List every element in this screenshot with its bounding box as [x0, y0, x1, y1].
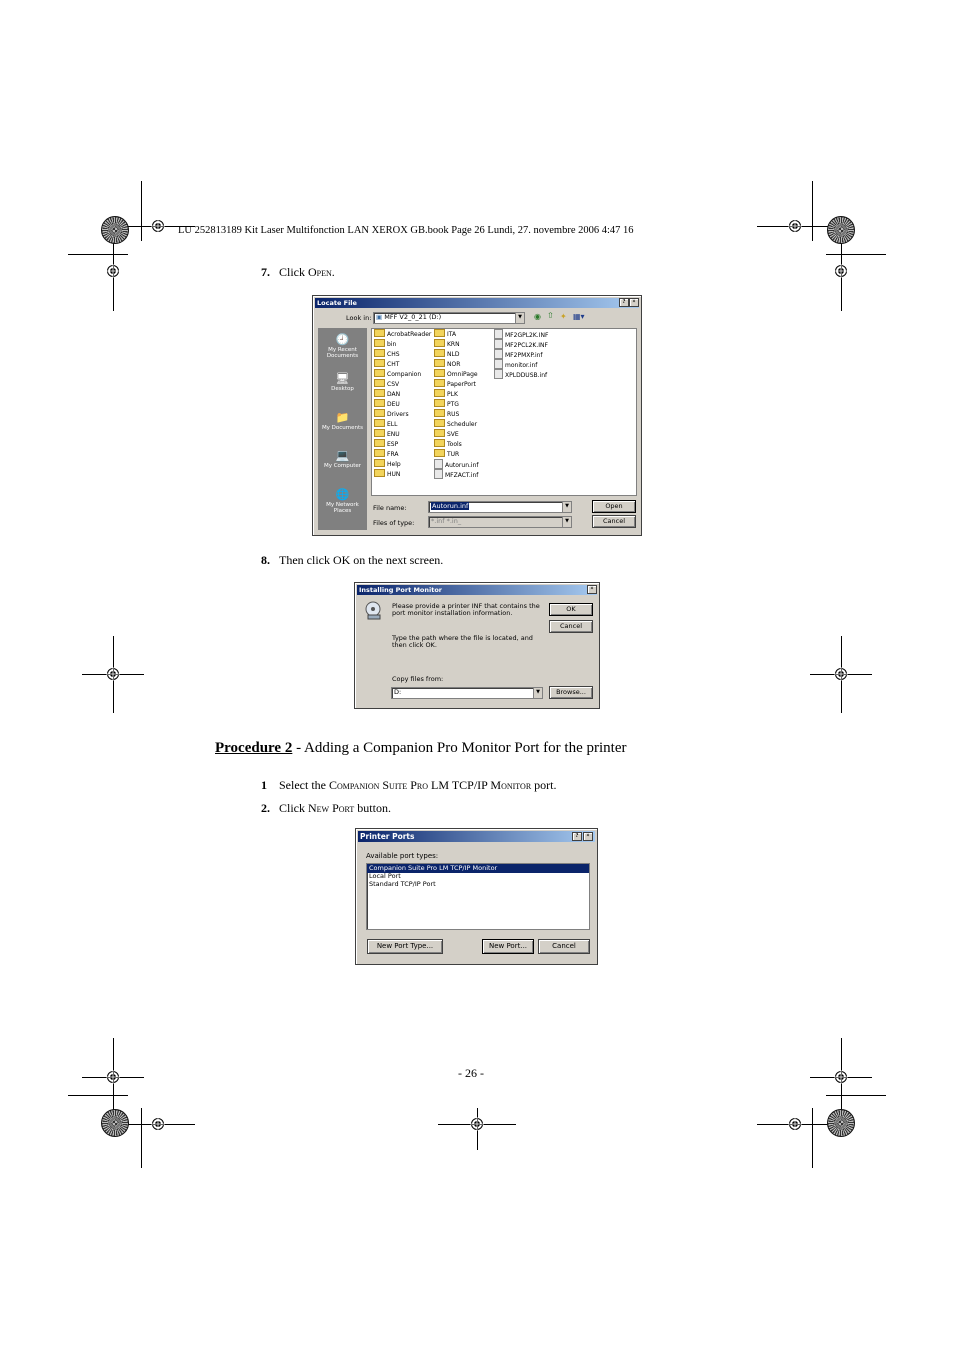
file-name: CHS — [387, 351, 400, 358]
inf-file-icon — [494, 349, 503, 359]
step-keyword: Companion Suite Pro — [328, 778, 429, 792]
list-item[interactable]: Standard TCP/IP Port — [369, 880, 436, 888]
folder-icon — [434, 369, 445, 377]
files-of-type-label: Files of type: — [373, 519, 415, 527]
look-in-dropdown[interactable] — [373, 312, 525, 324]
file-name-label: File name: — [373, 504, 407, 512]
folder-icon — [374, 329, 385, 337]
file-name: AcrobatReader — [387, 331, 432, 338]
folder-icon — [374, 399, 385, 407]
my-computer-icon: 💻 — [335, 449, 350, 462]
registration-mark-icon — [788, 1117, 802, 1131]
drive-icon: ▣ — [376, 313, 383, 321]
registration-mark-icon — [106, 667, 120, 681]
close-button[interactable]: × — [587, 585, 597, 594]
folder-icon — [374, 439, 385, 447]
file-name: OmniPage — [447, 371, 478, 378]
folder-icon — [434, 349, 445, 357]
file-name: MF2PCL2K.INF — [505, 342, 548, 349]
step-text: Click — [279, 801, 308, 815]
place-label: My Recent Documents — [326, 347, 359, 359]
up-folder-icon[interactable]: ⇧ — [547, 311, 554, 320]
file-name: Companion — [387, 371, 422, 378]
look-in-label: Look in: — [346, 314, 372, 322]
step-1 — [261, 778, 557, 793]
file-list[interactable] — [371, 328, 637, 496]
folder-icon — [434, 339, 445, 347]
file-name: CHT — [387, 361, 400, 368]
file-name: Autorun.inf — [445, 462, 479, 469]
folder-icon — [434, 379, 445, 387]
port-types-list[interactable] — [366, 863, 590, 930]
chevron-down-icon: ▼ — [515, 313, 524, 323]
folder-icon — [374, 389, 385, 397]
step-7 — [261, 265, 335, 280]
desktop-icon: 🖥 — [335, 372, 350, 385]
chevron-down-icon: ▼ — [562, 517, 571, 527]
inf-file-icon — [494, 369, 503, 379]
place-label: My Documents — [321, 425, 364, 431]
inf-file-icon — [494, 359, 503, 369]
file-name: MFZACT.inf — [445, 472, 479, 479]
copy-files-input[interactable] — [391, 687, 543, 699]
files-of-type-value: *.inf *.in_ — [431, 517, 462, 525]
folder-icon — [374, 369, 385, 377]
install-disk-icon — [364, 601, 382, 621]
close-button[interactable]: × — [583, 832, 593, 841]
page-number: - 26 - — [458, 1066, 484, 1080]
list-item[interactable]: Local Port — [369, 872, 401, 880]
copy-files-value: D: — [394, 688, 402, 696]
cancel-button[interactable]: Cancel — [538, 939, 590, 954]
file-name-value: Autorun.inf — [432, 502, 469, 510]
file-name-input[interactable] — [428, 501, 572, 513]
folder-icon — [374, 379, 385, 387]
file-name: Drivers — [387, 411, 409, 418]
folder-icon — [374, 449, 385, 457]
folder-icon — [374, 409, 385, 417]
inf-file-icon — [434, 459, 443, 469]
files-of-type-dropdown[interactable] — [428, 516, 572, 528]
folder-icon — [434, 359, 445, 367]
copy-files-label: Copy files from: — [392, 675, 444, 683]
page-header: LU 252813189 Kit Laser Multifonction LAN XEROX GB.book Page 26 Lundi, 27. novembre 2006 4:47 16 — [178, 225, 634, 236]
inf-file-icon — [494, 339, 503, 349]
color-calibration-disc-icon — [101, 1109, 129, 1137]
places-bar — [318, 328, 367, 530]
place-recent-documents[interactable] — [318, 333, 367, 359]
folder-icon — [434, 439, 445, 447]
registration-mark-icon — [151, 219, 165, 233]
file-name: TUR — [447, 451, 460, 458]
folder-icon — [374, 459, 385, 467]
folder-icon — [374, 359, 385, 367]
step-number: 2. — [261, 801, 270, 815]
my-documents-icon: 📁 — [335, 411, 350, 424]
procedure-link[interactable]: Procedure 2 — [215, 740, 293, 756]
step-number: 1 — [261, 778, 267, 792]
file-name: CSV — [387, 381, 400, 388]
registration-mark-icon — [834, 667, 848, 681]
folder-icon — [434, 399, 445, 407]
place-my-documents[interactable] — [318, 411, 367, 431]
file-name: HUN — [387, 471, 401, 478]
crop-line — [141, 181, 142, 241]
file-name: ITA — [447, 331, 457, 338]
browse-button[interactable]: Browse... — [549, 686, 593, 699]
registration-mark-icon — [470, 1117, 484, 1131]
network-places-icon: 🌐 — [335, 488, 350, 501]
file-name: DAN — [387, 391, 401, 398]
registration-mark-icon — [788, 219, 802, 233]
file-name: ESP — [387, 441, 399, 448]
step-2 — [261, 801, 391, 816]
step-text: Then click OK on the next screen. — [279, 553, 444, 567]
step-keyword: Open — [308, 265, 332, 279]
procedure-title: - Adding a Companion Pro Monitor Port for the printer — [292, 740, 627, 756]
step-text: Click — [279, 265, 308, 279]
new-folder-icon[interactable]: ✦ — [560, 312, 567, 321]
place-my-computer[interactable] — [318, 449, 367, 469]
chevron-down-icon: ▼ — [533, 688, 542, 698]
file-name: PLK — [447, 391, 458, 398]
crop-line — [68, 254, 128, 255]
file-name: NLD — [447, 351, 460, 358]
step-keyword: Monitor — [490, 778, 532, 792]
registration-mark-icon — [106, 264, 120, 278]
new-port-type-button[interactable]: New Port Type... — [367, 939, 443, 954]
procedure-heading — [215, 740, 626, 757]
file-name: MF2GPL2K.INF — [505, 332, 549, 339]
list-item[interactable] — [374, 469, 400, 480]
ok-button[interactable]: OK — [549, 603, 593, 616]
step-text: Select the — [279, 778, 329, 792]
file-name: Scheduler — [447, 421, 478, 428]
folder-icon — [434, 419, 445, 427]
open-button[interactable]: Open — [592, 500, 636, 513]
file-name: MF2PMXP.inf — [505, 352, 543, 359]
registration-mark-icon — [834, 1070, 848, 1084]
folder-icon — [374, 469, 385, 477]
file-name: ELL — [387, 421, 398, 428]
list-item[interactable] — [494, 369, 547, 381]
dialog-title: Locate File — [315, 298, 639, 308]
file-name: RUS — [447, 411, 460, 418]
crop-line — [812, 181, 813, 241]
folder-icon — [374, 419, 385, 427]
folder-icon — [374, 349, 385, 357]
inf-file-icon — [494, 329, 503, 339]
folder-icon — [434, 449, 445, 457]
list-item[interactable] — [434, 469, 478, 481]
step-number: 7. — [261, 265, 270, 279]
crop-line — [826, 1095, 886, 1096]
file-name: ENU — [387, 431, 400, 438]
recent-documents-icon: 🕘 — [335, 333, 350, 346]
place-desktop[interactable] — [318, 372, 367, 392]
cancel-button[interactable]: Cancel — [549, 620, 593, 633]
file-name: KRN — [447, 341, 460, 348]
place-network[interactable] — [318, 488, 367, 514]
file-name: FRA — [387, 451, 399, 458]
dialog-title: Installing Port Monitor — [357, 585, 597, 595]
file-name: NOR — [447, 361, 461, 368]
new-port-button[interactable]: New Port... — [482, 939, 534, 954]
file-name: bin — [387, 341, 397, 348]
file-name: XPLDDUSB.inf — [505, 372, 548, 379]
file-name: PaperPort — [447, 381, 476, 388]
file-name: PTG — [447, 401, 459, 408]
registration-mark-icon — [106, 1070, 120, 1084]
message-type-path: Type the path where the file is located, and then click OK. — [392, 634, 533, 649]
registration-mark-icon — [151, 1117, 165, 1131]
file-name: monitor.inf — [505, 362, 538, 369]
back-icon[interactable]: ◉ — [534, 312, 541, 321]
look-in-value: MFF V2_0_21 (D:) — [384, 313, 442, 321]
inf-file-icon — [434, 469, 443, 479]
step-number: 8. — [261, 553, 270, 567]
available-port-types-label: Available port types: — [366, 852, 439, 860]
message-provide-inf: Please provide a printer INF that contains the port monitor installation information. — [392, 602, 540, 617]
place-label: Desktop — [331, 386, 354, 392]
cancel-button[interactable]: Cancel — [592, 515, 636, 528]
step-8 — [261, 553, 443, 568]
place-label: My Computer — [323, 463, 362, 469]
chevron-down-icon: ▼ — [562, 502, 571, 512]
list-item[interactable]: Companion Suite Pro LM TCP/IP Monitor — [367, 864, 589, 873]
registration-mark-icon — [834, 264, 848, 278]
folder-icon — [434, 429, 445, 437]
crop-line — [826, 254, 886, 255]
file-name: Help — [387, 461, 401, 468]
folder-icon — [374, 429, 385, 437]
crop-line — [141, 1108, 142, 1168]
step-text: port. — [531, 778, 557, 792]
help-button[interactable]: ? — [619, 298, 629, 307]
crop-line — [812, 1108, 813, 1168]
folder-icon — [374, 339, 385, 347]
color-calibration-disc-icon — [827, 216, 855, 244]
color-calibration-disc-icon — [827, 1109, 855, 1137]
file-name: SVE — [447, 431, 459, 438]
step-text: button. — [354, 801, 391, 815]
folder-icon — [434, 329, 445, 337]
file-name: DEU — [387, 401, 400, 408]
folder-icon — [434, 389, 445, 397]
close-button[interactable]: × — [629, 298, 639, 307]
dialog-title: Printer Ports — [358, 831, 595, 842]
step-text: LM TCP/IP — [428, 778, 491, 792]
help-button[interactable]: ? — [572, 832, 582, 841]
file-name: Tools — [447, 441, 462, 448]
step-text: . — [331, 265, 335, 279]
view-menu-icon[interactable]: ▦▾ — [573, 312, 585, 321]
crop-line — [68, 1095, 128, 1096]
color-calibration-disc-icon — [101, 216, 129, 244]
place-label: My Network Places — [326, 502, 359, 514]
folder-icon — [434, 409, 445, 417]
step-keyword: New Port — [308, 801, 355, 815]
